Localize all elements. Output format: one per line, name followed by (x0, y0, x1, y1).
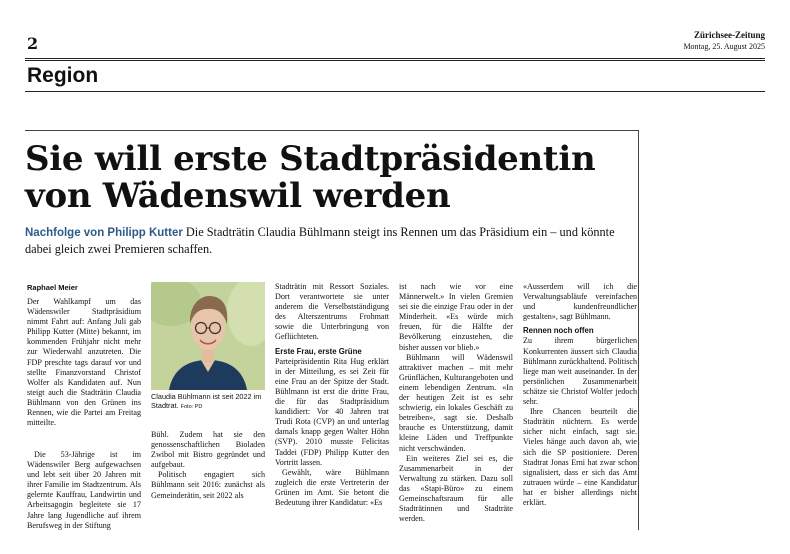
photo-caption (151, 392, 271, 412)
paragraph: Ein weiteres Ziel sei es, die Zusammenarbeit in der Verwaltung zu stärken. Dazu soll das «Stapi-Büro» zu einem Gemeinschaftsraum für alle Stadträtinnen und Stadträte werden. (399, 453, 513, 524)
paragraph: Der Wahlkampf um das Wädenswiler Stadtpräsidium nimmt Fahrt auf: Anfang Juli gab Philipp Kutter (Mitte) bekannt, im kommenden Frühjahr nicht mehr zur Wiederwahl anzutreten. Die FDP preschte tags darauf vor und stellte Finanzvorstand Christof Wolfer als Kandidaten auf. Nun steigt auch die Stadträtin Claudia Bühlmann von den Grünen ins Rennen, wie die Partei am Freitag mitteilte. (27, 297, 141, 428)
paragraph: «Ausserdem will ich die Verwaltungsabläufe vereinfachen und kundenfreundlicher gestalten», sagt Bühlmann. (523, 282, 637, 322)
paragraph: Bühlmann will Wädenswil attraktiver machen – mit mehr Grünflächen, Kulturangeboten und einem lebendigen Zentrum. «In der heutigen Zeit ist es sehr schwierig, ein lokales Geschäft zu betreiben», sagt sie. Deshalb brauche es Unterstützung, damit kleine Läden und Treffpunkte nicht verschwänden. (399, 352, 513, 453)
page-number: 2 (27, 34, 39, 53)
paragraph: ist nach wie vor eine Männerwelt.» In vielen Gremien sei sie die einzige Frau oder in der Minderheit. «Es würde mich freuen, für die Hälfte der Bevölkerung einzustehen, die bisher aussen vor blieb.» (399, 282, 513, 352)
caption-text: Claudia Bühlmann ist seit 2022 im Stadtrat. (151, 392, 262, 410)
article-headline (25, 141, 635, 215)
publication-name: Zürichsee-Zeitung (694, 30, 765, 40)
photo-credit: Foto: PD (180, 404, 203, 410)
paragraph: Die 53-Jährige ist im Wädenswiler Berg aufgewachsen und lebt seit über 20 Jahren mit ihrer Familie im Stadtzentrum. Als gelernte Kauffrau, Landwirtin und Arbeitsagogin begleitete sie 17 Jahre lang Jugendliche auf ihrem Berufsweg in der Stiftung (27, 450, 141, 530)
portrait-photo (151, 282, 265, 390)
article-rule (25, 130, 639, 131)
paragraph: Gewählt, wäre Bühlmann zugleich die erste Vertreterin der Grünen im Amt. Sie betont die Bedeutung ihrer Kandidatur: «Es (275, 467, 389, 507)
top-rule-2 (25, 60, 765, 61)
article-lead (25, 225, 635, 257)
subheading: Erste Frau, erste Grüne (275, 346, 362, 356)
section-title: Region (27, 64, 99, 87)
headline-line-1: Sie will erste Stadtpräsidentin (25, 139, 596, 179)
column-5 (523, 282, 637, 508)
kicker: Nachfolge von Philipp Kutter (25, 227, 183, 239)
paragraph: Zu ihrem bürgerlichen Konkurrenten äussert sich Claudia Bühlmann zurückhaltend. Politisch liege man weit auseinander. In der persönlichen Zusammenarbeit schätze sie Christof Wolfer jedoch sehr. (523, 336, 637, 407)
issue-date: Montag, 25. August 2025 (683, 42, 765, 51)
masthead (683, 30, 765, 51)
lead-text: Die Stadträtin Claudia Bühlmann steigt ins Rennen um das Präsidium ein – und könnte dabei gleich zwei Premieren schaffen. (25, 225, 615, 256)
top-rule (25, 58, 765, 59)
subheading: Rennen noch offen (523, 326, 594, 336)
paragraph: Bühl. Zudem hat sie den genossenschaftlichen Bioladen Zwibol mit Bistro gegründet und aufgebaut. (151, 430, 265, 470)
column-2 (151, 430, 265, 501)
column-4 (399, 282, 513, 524)
column-3 (275, 282, 389, 508)
section-rule (25, 91, 765, 92)
paragraph: Parteipräsidentin Rita Hug erklärt in der Mitteilung, es sei Zeit für eine Frau an der Spitze der Stadt. Bühlmann ist erst die dritte Frau, die für das Stadtpräsidium kandidiert: Vor 40 Jahren trat Trudi Rota (CVP) an und unterlag damals knapp gegen Walter Höhn (SVP). 2010 musste Felicitas Taddei (FDP) Philipp Kutter den Vortritt lassen. (275, 356, 389, 467)
paragraph: Stadträtin mit Ressort Soziales. Dort verantwortete sie unter anderem die Verselbstständigung des Alterszentrums Frohmatt sowie die Unterbringung von Geflüchteten. (275, 282, 389, 342)
author-byline: Raphael Meier (27, 283, 78, 292)
column-1-bottom (27, 450, 141, 531)
paragraph: Politisch engagiert sich Bühlmann seit 2016: zunächst als Gemeinderätin, seit 2022 als (151, 470, 265, 500)
paragraph: Ihre Chancen beurteilt die Stadträtin nüchtern. Es werde sicher nicht einfach, sagt sie. Vieles hänge auch davon ab, wie sich die SP positioniere. Deren Stadtrat Jonas Erni hat zwar schon signalisiert, dass er sich das Amt zutrauen würde – eine Kandidatur hat er bisher allerdings nicht erklärt. (523, 407, 637, 507)
column-1 (27, 297, 141, 428)
portrait-image (151, 282, 265, 390)
headline-line-2: von Wädenswil werden (25, 176, 451, 216)
column-divider (638, 130, 639, 530)
